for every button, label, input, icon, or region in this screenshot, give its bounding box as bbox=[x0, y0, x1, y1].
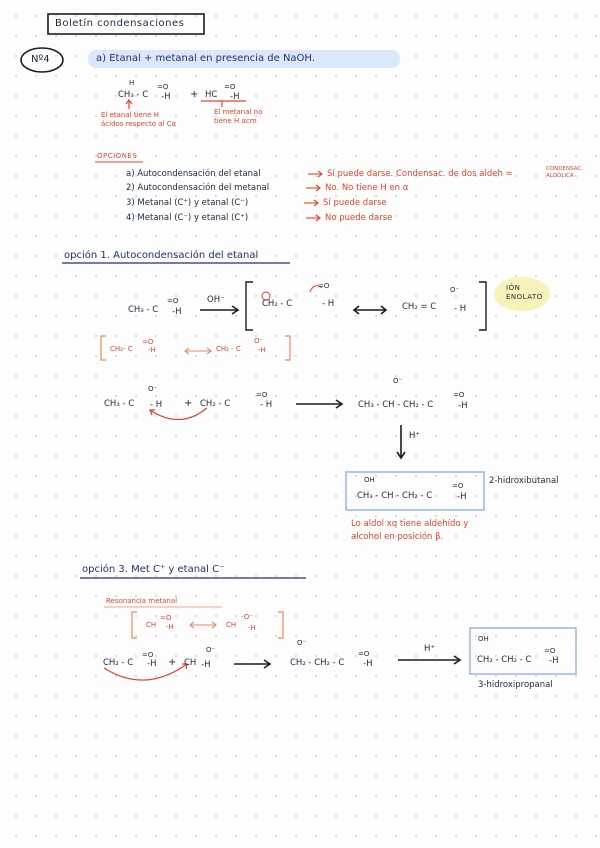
opt3-res-right: CH bbox=[226, 621, 237, 629]
opt1-enolate-2-h: - H bbox=[454, 304, 467, 314]
opt3-reactant-1-o: =O bbox=[142, 651, 154, 659]
opt3-reactant-1-h: -H bbox=[147, 659, 157, 669]
reactant-2-o: =O bbox=[224, 83, 236, 91]
resonance-bracket-right bbox=[285, 336, 290, 360]
note-metanal: El metanal no tiene H αcm bbox=[214, 108, 263, 126]
reactant-1-top-h: H bbox=[129, 79, 135, 87]
opt3-final-oh: OH bbox=[478, 635, 489, 643]
enolate-bracket-left bbox=[246, 282, 253, 330]
option-result-3: Sí puede darse bbox=[323, 198, 387, 208]
opt3-res-right-o: -O⁻ bbox=[241, 613, 253, 621]
res-left-o: =O bbox=[142, 338, 154, 346]
opt3-res-left: CH bbox=[146, 621, 157, 629]
res-right-o: O⁻ bbox=[254, 337, 264, 345]
opt3-res-right-h: -H bbox=[248, 624, 256, 632]
opt3-final: CH₂ - CH₂ - C bbox=[477, 655, 532, 665]
problem-number: Nº4 bbox=[31, 54, 50, 65]
opt1-enolate-2-o: O⁻ bbox=[450, 286, 460, 294]
opt1-enolate-1: CH₂ - C bbox=[262, 299, 293, 309]
opt3-intermediate-co: =O bbox=[358, 650, 370, 658]
step2-right: CH₂ - C bbox=[200, 399, 231, 409]
step2-plus: + bbox=[184, 398, 193, 409]
opt3-reactant-2-h: -H bbox=[201, 660, 211, 670]
opt3-intermediate: CH₂ - CH₂ - C bbox=[290, 658, 345, 668]
opt3-protonation: H⁺ bbox=[424, 644, 435, 654]
opt3-plus: + bbox=[168, 657, 177, 668]
product-co: =O bbox=[453, 391, 465, 399]
final-name: 2-hidroxibutanal bbox=[489, 476, 559, 486]
conclusion: Lo aldol xq tiene aldehído y alcohol en posición β. bbox=[351, 519, 469, 542]
opt3-reactant-2: CH bbox=[184, 658, 197, 668]
option-arrows bbox=[304, 171, 322, 221]
reactant-2-h: -H bbox=[230, 92, 240, 102]
option1-title: opción 1. Autocondensación del etanal bbox=[64, 250, 259, 261]
ion-enolate-label: IÓN ENOLATO bbox=[506, 284, 543, 302]
step2-left-o: O⁻ bbox=[148, 385, 158, 393]
options-heading: OPCIONES bbox=[97, 152, 138, 160]
opt3-reactant-2-o: O⁻ bbox=[206, 646, 216, 654]
opt3-final-name: 3-hidroxipropanal bbox=[478, 680, 553, 690]
enolate-bracket-right bbox=[479, 282, 486, 330]
opt3-intermediate-o: O⁻ bbox=[297, 639, 307, 647]
opt3-final-co: =O bbox=[544, 647, 556, 655]
option-item-3: 3) Metanal (C⁺) y etanal (C⁻) bbox=[126, 198, 249, 208]
reactant-1-h: -H bbox=[161, 92, 171, 102]
product-h: -H bbox=[458, 401, 468, 411]
res-right-h: -H bbox=[258, 346, 266, 354]
opt3-intermediate-h: -H bbox=[363, 659, 373, 669]
opt1-enolate-2: CH₂ = C bbox=[402, 302, 437, 312]
option3-title: opción 3. Met C⁺ y etanal C⁻ bbox=[82, 564, 225, 575]
option-result-2: No. No tiene H en α bbox=[325, 183, 409, 193]
final-product: CH₃ - CH - CH₂ - C bbox=[357, 491, 433, 501]
opt3-res-left-o: =O bbox=[160, 614, 172, 622]
opt1-enolate-1-h: - H bbox=[322, 299, 335, 309]
opt1-start-h: -H bbox=[172, 307, 182, 317]
reactant-1: CH₃ - C bbox=[118, 90, 149, 100]
opt1-reagent: OH⁻ bbox=[207, 295, 225, 305]
opt3-resonance-bracket-right bbox=[278, 612, 283, 638]
option-item-2: 2) Autocondensación del metanal bbox=[126, 183, 270, 193]
opt3-resonance-bracket-left bbox=[132, 612, 137, 638]
final-h: -H bbox=[457, 492, 467, 502]
option-extra-1: CONDENSAC. ALDÓLICA bbox=[546, 166, 583, 179]
step2-right-h: - H bbox=[260, 400, 273, 410]
resonance-bracket-left bbox=[101, 336, 106, 360]
product: CH₃ - CH - CH₂ - C bbox=[358, 400, 434, 410]
final-co: =O bbox=[452, 482, 464, 490]
opt1-start: CH₃ - C bbox=[128, 305, 159, 315]
res-left-h: -H bbox=[148, 346, 156, 354]
opt1-start-o: =O bbox=[167, 297, 179, 305]
step2-right-o: =O bbox=[256, 391, 268, 399]
step2-left-h: - H bbox=[150, 400, 163, 410]
res-right: CH₂ - C bbox=[216, 345, 241, 353]
note-etanal: El etanal tiene H ácidos respecto al Cα bbox=[101, 111, 177, 129]
page-title: Boletín condensaciones bbox=[55, 18, 185, 29]
final-oh: OH bbox=[364, 476, 375, 484]
opt1-enolate-1-o: =O bbox=[318, 282, 330, 290]
opt3-res-left-h: -H bbox=[166, 623, 174, 631]
option-result-1: Sí puede darse. Condensac. de dos aldeh = bbox=[327, 169, 513, 179]
res-left: CH₂- C bbox=[110, 345, 133, 353]
protonation-label: H⁺ bbox=[409, 431, 420, 441]
reactant-2: HC bbox=[205, 90, 218, 100]
product-o: O⁻ bbox=[393, 377, 403, 385]
opt3-final-h: -H bbox=[549, 656, 559, 666]
plus-sign: + bbox=[190, 89, 199, 100]
reactant-1-o: =O bbox=[157, 83, 169, 91]
opt3-reactant-1: CH₂ - C bbox=[103, 658, 134, 668]
problem-statement: a) Etanal + metanal en presencia de NaOH. bbox=[96, 53, 315, 64]
option-result-4: No puede darse bbox=[325, 213, 393, 223]
option-item-4: 4) Metanal (C⁻) y etanal (C⁺) bbox=[126, 213, 249, 223]
option-item-1: a) Autocondensación del etanal bbox=[126, 169, 261, 179]
resonance-metanal-label: Resonancia metanal bbox=[106, 597, 178, 605]
step2-left: CH₃ - C bbox=[104, 399, 135, 409]
